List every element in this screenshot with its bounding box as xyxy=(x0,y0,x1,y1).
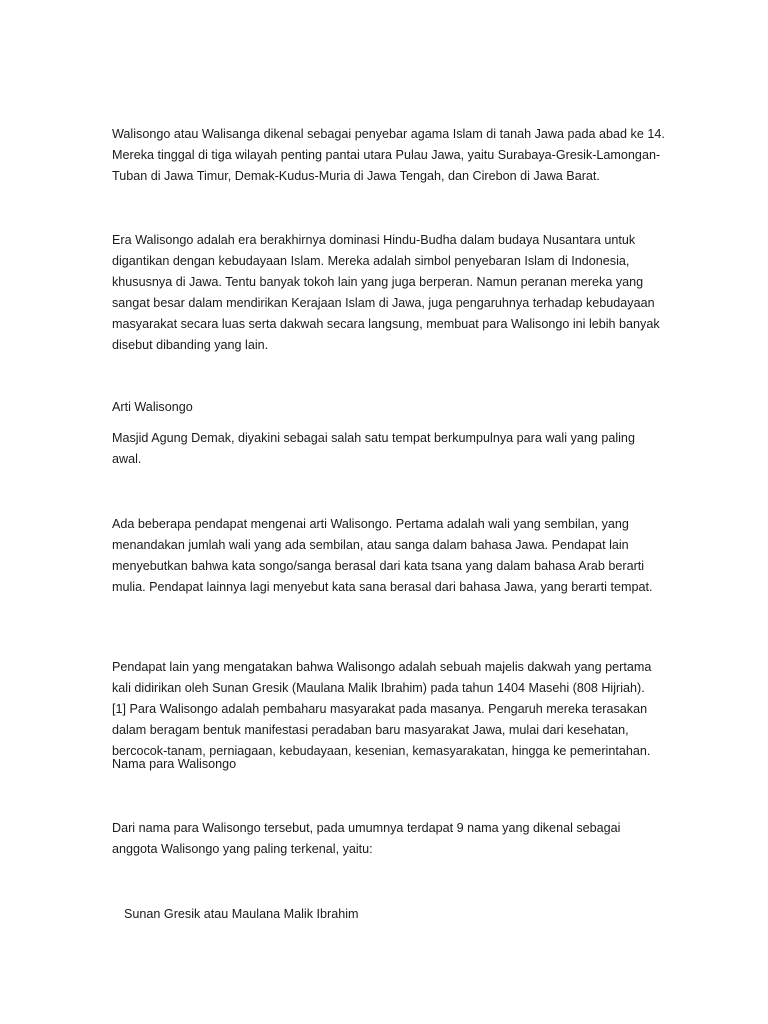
text-line: mulia. Pendapat lainnya lagi menyebut kata sana berasal dari bahasa Jawa, yang berarti tempat. xyxy=(112,580,653,594)
list-item-text: Sunan Gresik atau Maulana Malik Ibrahim xyxy=(124,907,359,921)
paragraph-intro xyxy=(112,124,672,187)
text-line: khususnya di Jawa. Tentu banyak tokoh lain yang juga berperan. Namun peranan mereka yang xyxy=(112,275,644,289)
text-line: Masjid Agung Demak, diyakini sebagai salah satu tempat berkumpulnya para wali yang paling xyxy=(112,431,635,445)
text-line: Mereka tinggal di tiga wilayah penting pantai utara Pulau Jawa, yaitu Surabaya-Gresik-Lamongan- xyxy=(112,148,661,162)
text-line: dalam beragam bentuk manifestasi peradaban baru masyarakat Jawa, mulai dari kesehatan, xyxy=(112,723,629,737)
text-line: anggota Walisongo yang paling terkenal, yaitu: xyxy=(112,842,373,856)
paragraph-pendapat xyxy=(112,514,672,598)
list-item xyxy=(124,904,684,925)
paragraph-majelis xyxy=(112,657,672,762)
text-line: disebut dibanding yang lain. xyxy=(112,338,269,352)
text-line: Walisongo atau Walisanga dikenal sebagai penyebar agama Islam di tanah Jawa pada abad ke 14. xyxy=(112,127,665,141)
text-line: masyarakat secara luas serta dakwah secara langsung, membuat para Walisongo ini lebih banyak xyxy=(112,317,660,331)
text-line: sangat besar dalam mendirikan Kerajaan Islam di Jawa, juga pengaruhnya terhadap kebudayaan xyxy=(112,296,655,310)
text-line: kali didirikan oleh Sunan Gresik (Maulana Malik Ibrahim) pada tahun 1404 Masehi (808 Hijriah). xyxy=(112,681,645,695)
text-line: awal. xyxy=(112,452,142,466)
text-line: Pendapat lain yang mengatakan bahwa Walisongo adalah sebuah majelis dakwah yang pertama xyxy=(112,660,652,674)
text-line: digantikan dengan kebudayaan Islam. Mereka adalah simbol penyebaran Islam di Indonesia, xyxy=(112,254,630,268)
text-line: Tuban di Jawa Timur, Demak-Kudus-Muria di Jawa Tengah, dan Cirebon di Jawa Barat. xyxy=(112,169,600,183)
heading-nama-walisongo xyxy=(112,754,672,775)
text-line: Dari nama para Walisongo tersebut, pada umumnya terdapat 9 nama yang dikenal sebagai xyxy=(112,821,621,835)
text-line: menyebutkan bahwa kata songo/sanga berasal dari kata tsana yang dalam bahasa Arab berarti xyxy=(112,559,645,573)
paragraph-nama xyxy=(112,818,672,860)
heading-text: Nama para Walisongo xyxy=(112,757,237,771)
paragraph-era xyxy=(112,230,672,356)
text-line: [1] Para Walisongo adalah pembaharu masyarakat pada masanya. Pengaruh mereka terasakan xyxy=(112,702,648,716)
heading-text: Arti Walisongo xyxy=(112,400,193,414)
text-line: Era Walisongo adalah era berakhirnya dominasi Hindu-Budha dalam budaya Nusantara untuk xyxy=(112,233,636,247)
heading-arti-walisongo xyxy=(112,397,672,418)
text-line: bercocok-tanam, perniagaan, kebudayaan, kesenian, kemasyarakatan, hingga ke pemerintahan. xyxy=(112,744,651,758)
text-line: menandakan jumlah wali yang ada sembilan, atau sanga dalam bahasa Jawa. Pendapat lain xyxy=(112,538,629,552)
text-line: Ada beberapa pendapat mengenai arti Walisongo. Pertama adalah wali yang sembilan, yang xyxy=(112,517,629,531)
paragraph-masjid xyxy=(112,428,672,470)
